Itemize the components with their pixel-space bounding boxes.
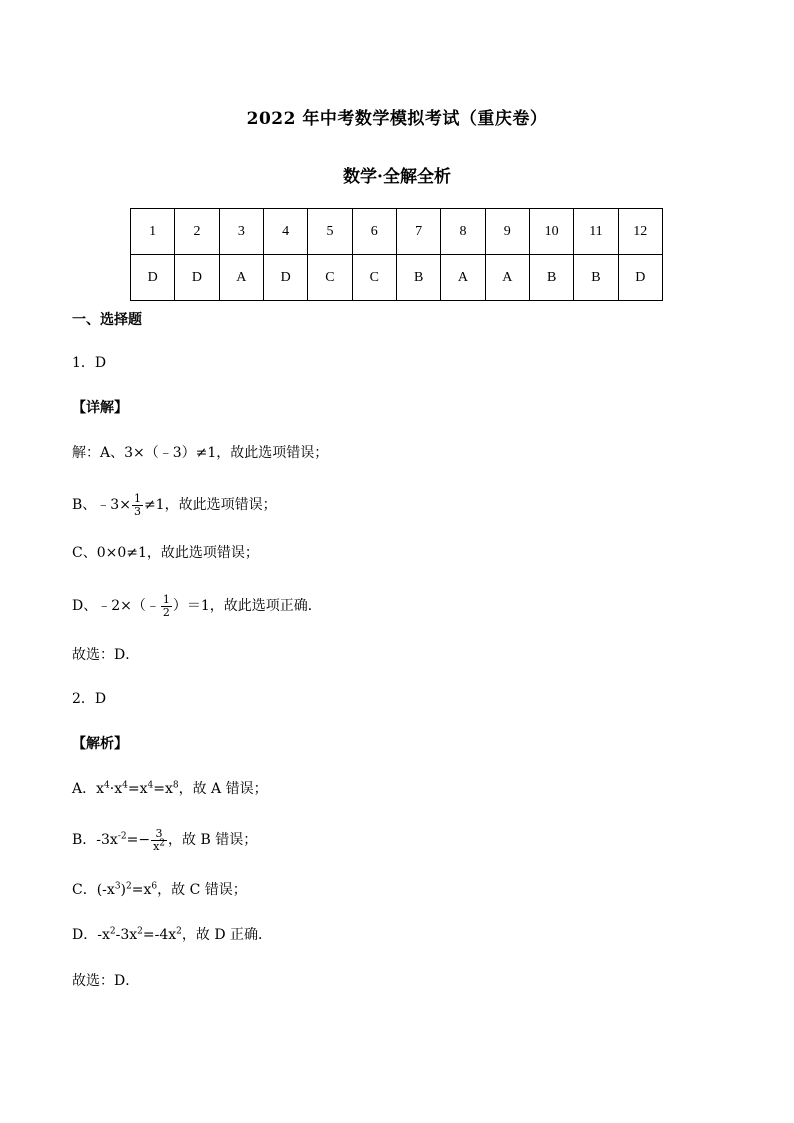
fraction-numerator: 3	[151, 828, 167, 841]
answer-cell: A	[485, 255, 529, 301]
q2-option-d	[72, 925, 272, 945]
q1-option-d	[72, 591, 322, 621]
q2-option-a	[72, 779, 268, 799]
math-text: B．-3x	[72, 832, 118, 848]
exponent: 6	[151, 881, 158, 892]
question-number-cell: 7	[396, 209, 440, 255]
math-text: ·x	[109, 781, 123, 797]
q2-answer: 2．D	[72, 691, 107, 707]
exponent: -2	[117, 831, 127, 842]
exponent: 4	[147, 780, 154, 791]
exponent: 4	[122, 780, 128, 791]
question-number-cell: 4	[263, 209, 307, 255]
exponent: 2	[109, 926, 116, 937]
q2-option-c	[72, 880, 247, 900]
math-text: -3x	[115, 927, 138, 943]
answer-cell: B	[529, 255, 573, 301]
math-text: =−	[126, 832, 151, 848]
q1-option-b-suffix: ≠1，故此选项错误；	[143, 497, 277, 513]
math-text: A．x	[72, 781, 105, 797]
fraction	[132, 493, 143, 518]
answer-table-number-row	[131, 209, 663, 255]
answer-cell: A	[219, 255, 263, 301]
fraction	[151, 828, 167, 853]
q2-analysis-heading: 【解析】	[72, 736, 128, 752]
question-number-cell: 10	[529, 209, 573, 255]
exponent: 3	[114, 881, 121, 892]
answer-cell: D	[263, 255, 307, 301]
question-number-cell: 2	[175, 209, 219, 255]
math-text: ，故 C 错误；	[157, 882, 247, 898]
math-text: =x	[131, 882, 152, 898]
answer-cell: D	[618, 255, 662, 301]
question-number-cell: 5	[308, 209, 352, 255]
answer-cell: D	[175, 255, 219, 301]
answer-table	[130, 208, 663, 301]
math-text: ，故 A 错误；	[178, 781, 268, 797]
q1-option-d-prefix: D、﹣2×（﹣	[72, 598, 160, 614]
exponent: 4	[104, 780, 110, 791]
fraction-denominator	[151, 837, 167, 853]
answer-cell: B	[396, 255, 440, 301]
exponent: 2	[137, 926, 143, 937]
answer-cell: D	[131, 255, 175, 301]
fraction-numerator: 1	[162, 592, 170, 606]
math-text: )	[120, 882, 127, 898]
answer-cell: B	[574, 255, 618, 301]
exponent: 2	[159, 837, 166, 848]
q1-option-b-prefix: B、﹣3×	[72, 497, 131, 513]
q1-conclusion: 故选：D．	[72, 647, 140, 663]
math-text: =-4x	[142, 927, 177, 943]
q1-detail-heading: 【详解】	[72, 400, 128, 416]
answer-cell: A	[441, 255, 485, 301]
math-text: =x	[153, 781, 173, 797]
answer-cell: C	[352, 255, 396, 301]
question-number-cell: 8	[441, 209, 485, 255]
fraction-numerator: 1	[133, 491, 141, 505]
question-number-cell: 9	[485, 209, 529, 255]
q2-option-b	[72, 823, 257, 857]
math-text: ，故 D 正确．	[181, 927, 272, 943]
answer-table-answer-row	[131, 255, 663, 301]
math-text: C．(-x	[72, 882, 115, 898]
document-title: 2022 年中考数学模拟考试（重庆卷）	[246, 109, 548, 129]
q1-option-b	[72, 490, 277, 520]
question-number-cell: 11	[574, 209, 618, 255]
math-text: x	[153, 839, 160, 853]
q1-option-c: C、0×0≠1，故此选项错误；	[72, 545, 259, 561]
q1-option-a: 解：A、3×（﹣3）≠1，故此选项错误；	[72, 445, 329, 461]
fraction-denominator: 2	[162, 605, 170, 619]
math-text: ，故 B 错误；	[168, 832, 258, 848]
section-heading: 一、选择题	[72, 312, 142, 328]
math-text: D．-x	[72, 927, 110, 943]
math-text: =x	[127, 781, 148, 797]
question-number-cell: 6	[352, 209, 396, 255]
q1-option-d-suffix: ）＝1，故此选项正确．	[172, 598, 322, 614]
question-number-cell: 1	[131, 209, 175, 255]
fraction	[161, 594, 172, 619]
exponent: 8	[172, 780, 179, 791]
answer-cell: C	[308, 255, 352, 301]
q1-answer: 1．D	[72, 355, 107, 371]
document-subtitle: 数学·全解全析	[343, 167, 451, 187]
question-number-cell: 12	[618, 209, 662, 255]
exponent: 2	[126, 881, 132, 892]
q2-conclusion: 故选：D．	[72, 973, 140, 989]
question-number-cell: 3	[219, 209, 263, 255]
exponent: 2	[176, 926, 182, 937]
fraction-denominator: 3	[133, 504, 141, 518]
